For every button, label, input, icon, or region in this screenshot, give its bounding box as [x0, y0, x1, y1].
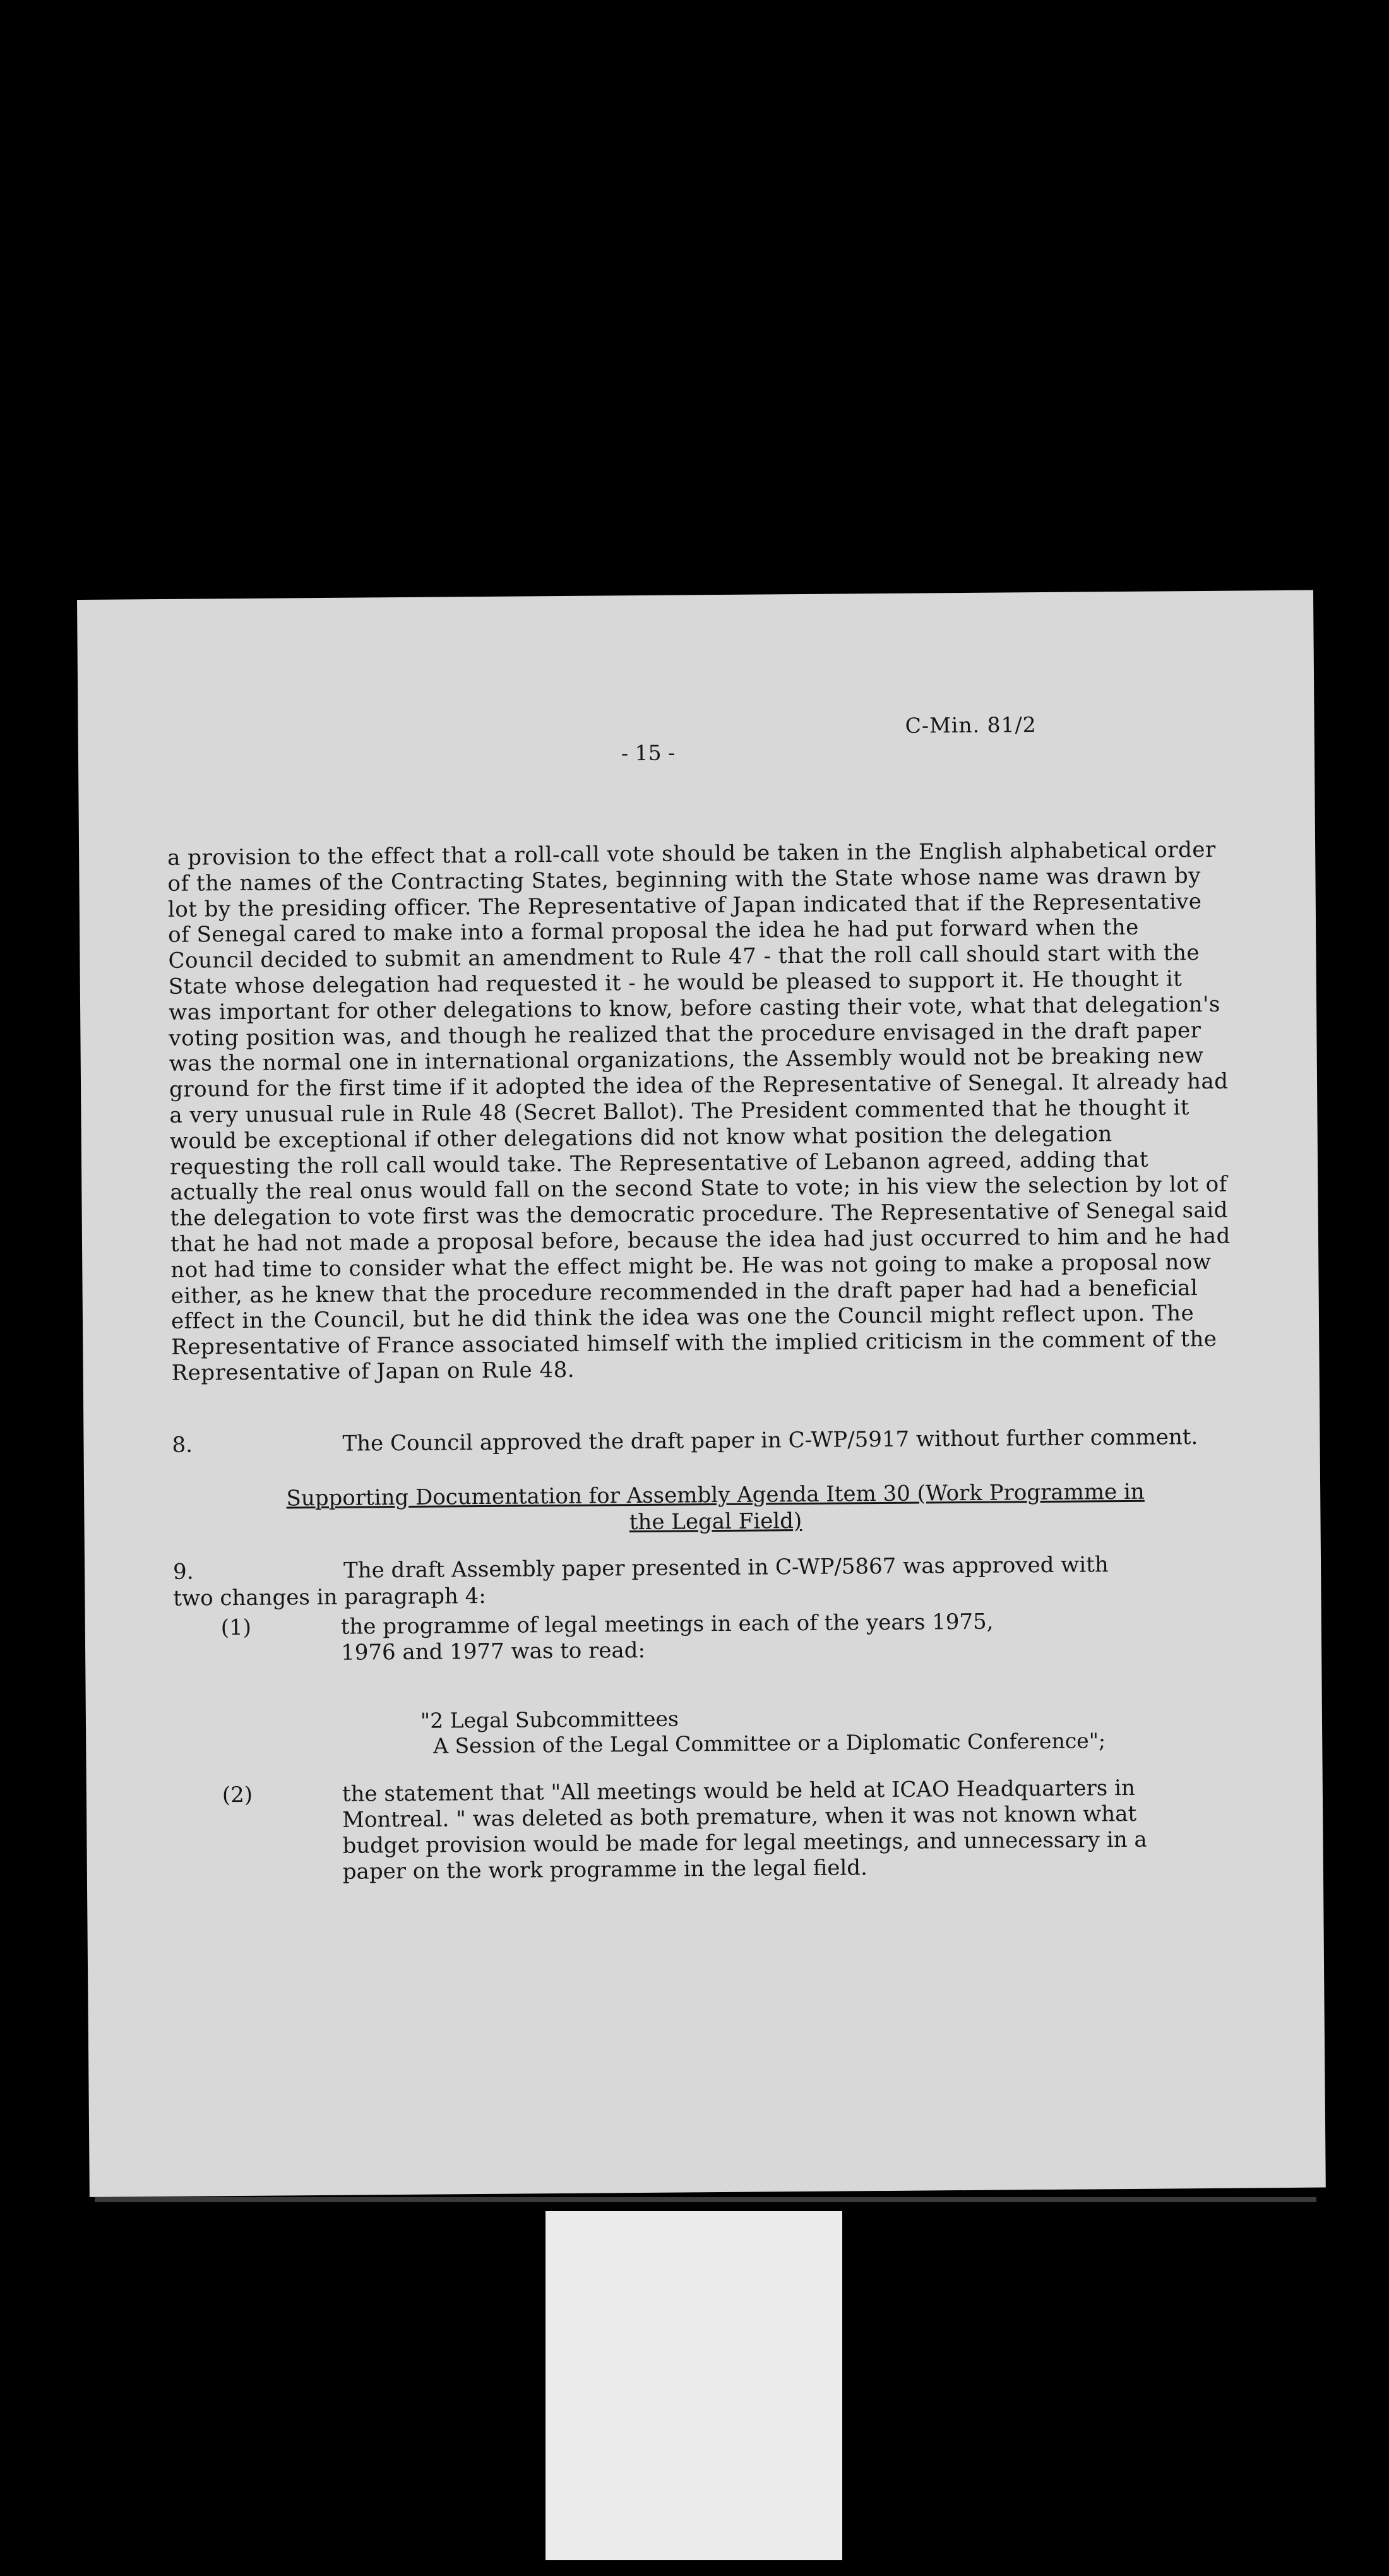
page-number: - 15 -: [621, 740, 676, 766]
section-heading-line-1: Supporting Documentation for Assembly Agenda Item 30 (Work Programme in: [286, 1479, 1145, 1512]
paragraph-text: The Council approved the draft paper in C-WP/5917 without further comment.: [342, 1424, 1198, 1457]
change-label: (1): [220, 1614, 252, 1641]
quote-line-2: A Session of the Legal Committee or a Diplomatic Conference";: [433, 1728, 1106, 1758]
section-heading-line-2: the Legal Field): [629, 1508, 802, 1535]
paragraph-number: 9.: [172, 1559, 194, 1585]
change-label: (2): [222, 1782, 253, 1808]
paragraph-9: [173, 1551, 1215, 1612]
body-paragraph: a provision to the effect that a roll-call vote should be taken in the English alphabetical order of the names of the Contracting States, beginning with the State whose name was drawn by lot by the presiding officer. The Representative of Japan indicated that if the Representative of Senegal cared to make into a formal proposal the idea he had put forward when the Council decided to submit an amendment to Rule 47 - that the roll call should start with the State whose delegation had requested it - he would be pleased to support it. He thought it was important for other delegations to know, before casting their vote, what that delegation's voting position was, and though he realized that the procedure envisaged in the draft paper was the normal one in international organizations, the Assembly would not be breaking new ground for the first time if it adopted the idea of the Representative of Senegal. It already had a very unusual rule in Rule 48 (Secret Ballot). The President commented that he thought it would be exceptional if other delegations did not know what position the delegation requesting the roll call would take. The Representative of Lebanon agreed, adding that actually the real onus would fall on the second State to vote; in his view the selection by lot of the delegation to vote first was the democratic procedure. The Representative of Senegal said that he had not made a proposal before, because the idea had just occurred to him and he had not had time to consider what the effect might be. He was not going to make a proposal now either, as he knew that the procedure recommended in the draft paper had had a beneficial effect in the Council, but he did think the idea was one the Council might reflect upon. The Representative of France associated himself with the implied criticism in the comment of the Representative of Japan on Rule 48.: [167, 837, 1231, 1386]
blank-paper-slip: [545, 2211, 842, 2560]
quote-line-1: "2 Legal Subcommittees: [420, 1706, 679, 1733]
quoted-programme: [420, 1703, 1106, 1759]
change-text: the statement that "All meetings would be held at ICAO Headquarters in Montreal. " was deleted as both premature, when it was not known what budget provision would be made for legal meetings, and unnecessary in a paper on the work programme in the legal field.: [342, 1775, 1147, 1885]
change-text: the programme of legal meetings in each of the years 1975, 1976 and 1977 was to read:: [340, 1609, 994, 1666]
paragraph-text: The draft Assembly paper presented in C-WP/5867 was approved with: [343, 1552, 1109, 1583]
document-reference: C-Min. 81/2: [905, 712, 1037, 738]
document-page: [77, 590, 1326, 2197]
paragraph-text-continued: two changes in paragraph 4:: [173, 1583, 486, 1611]
section-heading: [235, 1478, 1196, 1539]
paragraph-number: 8.: [172, 1432, 193, 1458]
paragraph-8: [172, 1424, 1258, 1458]
page-edge-shadow: [95, 2197, 1316, 2202]
